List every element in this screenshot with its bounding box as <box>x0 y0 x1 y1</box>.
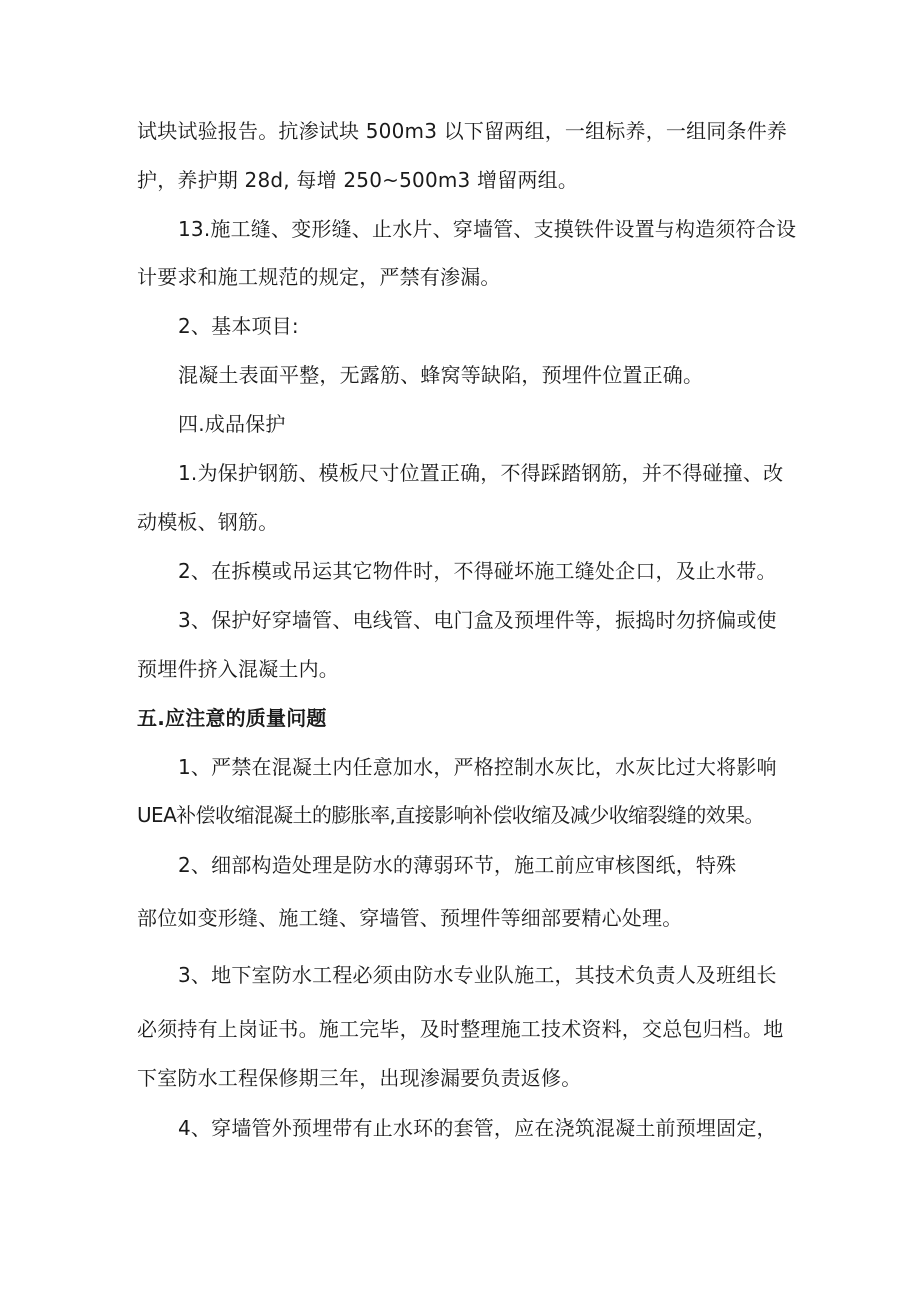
text-line: 3、地下室防水工程必须由防水专业队施工，其技术负责人及班组长 <box>178 963 777 987</box>
text-line: 2、基本项目: <box>178 314 299 338</box>
text-line: 1.为保护钢筋、模板尺寸位置正确，不得踩踏钢筋，并不得碰撞、改 <box>178 461 784 485</box>
section-heading: 五.应注意的质量问题 <box>137 706 327 730</box>
text-line: 部位如变形缝、施工缝、穿墙管、预埋件等细部要精心处理。 <box>137 906 683 930</box>
text-line: 1、严禁在混凝土内任意加水，严格控制水灰比，水灰比过大将影响 <box>178 755 777 779</box>
text-line: 护，养护期 28d, 每增 250~500m3 增留两组。 <box>137 168 579 192</box>
section-heading: 四.成品保护 <box>178 412 286 436</box>
text-line: 13.施工缝、变形缝、止水片、穿墙管、支摸铁件设置与构造须符合设 <box>178 217 797 241</box>
text-line: 动模板、钢筋。 <box>137 510 279 534</box>
text-line: 计要求和施工规范的规定，严禁有渗漏。 <box>137 265 501 289</box>
text-line: 试块试验报告。抗渗试块 500m3 以下留两组，一组标养，一组同条件养 <box>137 119 788 143</box>
text-line: 3、保护好穿墙管、电线管、电门盒及预埋件等，振捣时勿挤偏或使 <box>178 608 777 632</box>
text-line: UEA补偿收缩混凝土的膨胀率,直接影响补偿收缩及减少收缩裂缝的效果。 <box>137 803 764 827</box>
text-line: 2、在拆模或吊运其它物件时，不得碰坏施工缝处企口，及止水带。 <box>178 559 777 583</box>
text-line: 4、穿墙管外预埋带有止水环的套管，应在浇筑混凝土前预埋固定， <box>178 1116 777 1140</box>
text-line: 混凝土表面平整，无露筋、蜂窝等缺陷，预埋件位置正确。 <box>178 363 704 387</box>
text-line: 下室防水工程保修期三年，出现渗漏要负责返修。 <box>137 1066 582 1090</box>
text-line: 必须持有上岗证书。施工完毕，及时整理施工技术资料，交总包归档。地 <box>137 1017 784 1041</box>
text-line: 预埋件挤入混凝土内。 <box>137 657 339 681</box>
text-line: 2、细部构造处理是防水的薄弱环节，施工前应审核图纸，特殊 <box>178 853 737 877</box>
